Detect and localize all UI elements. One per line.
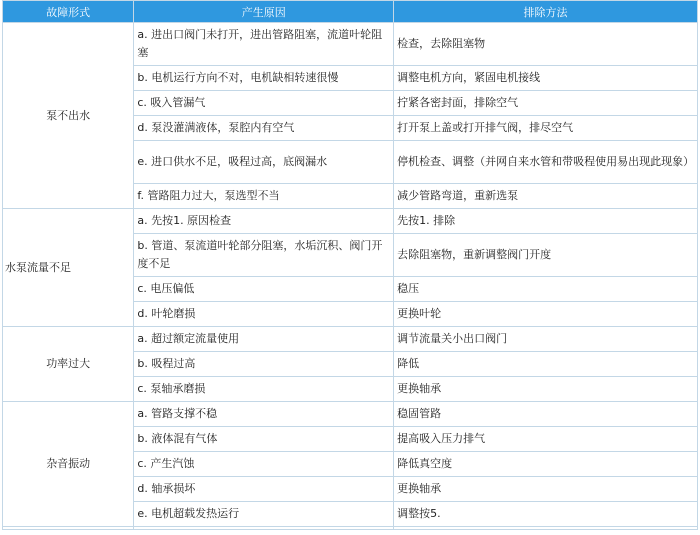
cause-cell: e. 电机超载发热运行 bbox=[134, 502, 393, 526]
cause-cell: d. 轴承损坏 bbox=[134, 477, 393, 501]
cause-cell: c. 产生汽蚀 bbox=[134, 452, 393, 476]
remedy-cell: 提高吸入压力排气 bbox=[394, 427, 697, 451]
remedy-cell: 拧紧各密封面，排除空气 bbox=[394, 91, 697, 115]
fault-table bbox=[2, 0, 698, 530]
cause-cell: a. 管路支撑不稳 bbox=[134, 402, 393, 426]
remedy-cell: 停机检查、调整（并网自来水管和带吸程使用易出现此现象） bbox=[394, 141, 697, 183]
remedy-cell: 减少管路弯道，重新选泵 bbox=[394, 184, 697, 208]
remedy-cell: 调整按5. bbox=[394, 502, 697, 526]
fault-type-cell: 功率过大 bbox=[3, 327, 133, 401]
remedy-cell: 更换叶轮 bbox=[394, 302, 697, 326]
table-row bbox=[3, 327, 697, 351]
remedy-cell: 更换轴承 bbox=[394, 477, 697, 501]
remedy-cell: 降低 bbox=[394, 352, 697, 376]
cause-cell: b. 吸程过高 bbox=[134, 352, 393, 376]
cause-cell: c. 吸入管漏气 bbox=[134, 91, 393, 115]
cause-cell: f. 管路阻力过大，泵选型不当 bbox=[134, 184, 393, 208]
cause-cell: a. 超过额定流量使用 bbox=[134, 327, 393, 351]
cause-cell: b. 液体混有气体 bbox=[134, 427, 393, 451]
header-remedy: 排除方法 bbox=[394, 1, 697, 22]
header-row bbox=[3, 1, 697, 22]
remedy-cell: 降低真空度 bbox=[394, 452, 697, 476]
header-fault-type: 故障形式 bbox=[3, 1, 133, 22]
cause-cell: a. 先按1. 原因检查 bbox=[134, 209, 393, 233]
cause-cell: d. 叶轮磨损 bbox=[134, 302, 393, 326]
cause-cell: c. 泵轴承磨损 bbox=[134, 377, 393, 401]
cause-cell: b. 电机运行方向不对，电机缺相转速很慢 bbox=[134, 66, 393, 90]
table-row bbox=[3, 209, 697, 233]
fault-type-cell: 杂音振动 bbox=[3, 402, 133, 526]
cause-cell: c. 电压偏低 bbox=[134, 277, 393, 301]
table-row bbox=[3, 402, 697, 426]
remedy-cell: 先按1. 排除 bbox=[394, 209, 697, 233]
cause-cell: d. 泵没灌满液体，泵腔内有空气 bbox=[134, 116, 393, 140]
fault-type-cell: 泵不出水 bbox=[3, 23, 133, 208]
remedy-cell: 调节流量关小出口阀门 bbox=[394, 327, 697, 351]
table-row bbox=[3, 23, 697, 65]
table-row-partial bbox=[3, 527, 697, 529]
remedy-cell: 调整电机方向，紧固电机接线 bbox=[394, 66, 697, 90]
fault-type-cell: 水泵流量不足 bbox=[3, 209, 133, 326]
remedy-cell: 检查，去除阻塞物 bbox=[394, 23, 697, 65]
empty-cell bbox=[3, 527, 133, 529]
header-cause: 产生原因 bbox=[134, 1, 393, 22]
remedy-cell: 去除阻塞物，重新调整阀门开度 bbox=[394, 234, 697, 276]
cause-cell: b. 管道、泵流道叶轮部分阻塞，水垢沉积、阀门开度不足 bbox=[134, 234, 393, 276]
remedy-cell: 稳固管路 bbox=[394, 402, 697, 426]
remedy-cell: 稳压 bbox=[394, 277, 697, 301]
cause-cell: e. 进口供水不足，吸程过高，底阀漏水 bbox=[134, 141, 393, 183]
remedy-cell: 打开泵上盖或打开排气阀，排尽空气 bbox=[394, 116, 697, 140]
empty-cell bbox=[394, 527, 697, 529]
empty-cell bbox=[134, 527, 393, 529]
remedy-cell: 更换轴承 bbox=[394, 377, 697, 401]
cause-cell: a. 进出口阀门未打开，进出管路阻塞，流道叶轮阻塞 bbox=[134, 23, 393, 65]
